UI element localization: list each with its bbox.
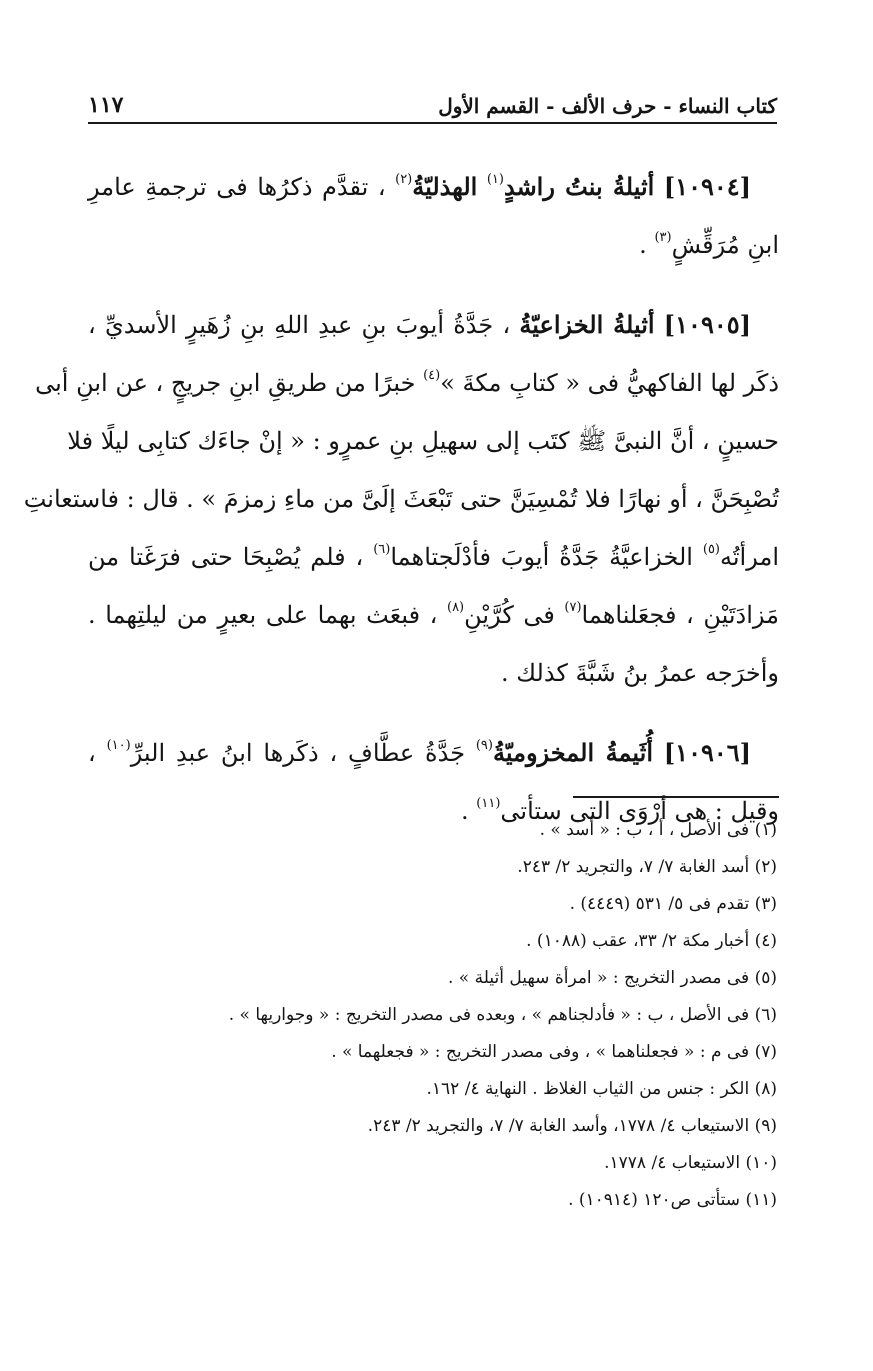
entry-text: وأخرَجه عمرُ بنُ شَبَّةَ كذلك .: [501, 659, 779, 687]
entry-text: ،: [88, 739, 96, 767]
main-text: [23, 158, 779, 862]
entry-text: حسينٍ ، أنَّ النبىَّ ﷺ كتَب إلى سهيلِ بنِ عمرٍو : « إنْ جاءَك كتابِى ليلًا فلا: [67, 427, 779, 455]
footnote-ref: (٩): [475, 738, 493, 753]
footnote: (٢) أسد الغابة ٧/ ٧، والتجريد ٢/ ٢٤٣.: [517, 857, 777, 877]
entry-name: أثيلةُ بنتُ راشدٍ: [503, 172, 655, 201]
running-title: كتاب النساء - حرف الألف - القسم الأول: [438, 94, 777, 118]
entry-line: [23, 470, 779, 528]
footnote: (٦) فى الأصل ، ب : « فأدلجناهم » ، وبعده فى مصدر التخريج : « وجواريها » .: [228, 1005, 777, 1025]
entry-nisba: الهذليّةُ: [412, 172, 478, 201]
footnote: (٤) أخبار مكة ٢/ ٣٣، عقب (١٠٨٨) .: [526, 931, 777, 951]
footnote-ref: (١١): [476, 796, 501, 811]
entry-text: مَزادَتَيْنِ ، فجعَلناهما: [581, 601, 779, 629]
entry-line: [88, 216, 779, 274]
footnote: (١٠) الاستيعاب ٤/ ١٧٧٨.: [604, 1153, 777, 1173]
page-number: ١١٧: [88, 92, 124, 118]
entry-text: وقيل : هى أرْوَى التى ستأتى: [500, 797, 779, 825]
entry-number: [١٠٩٠٦]: [663, 738, 751, 767]
entry-10904: [88, 158, 779, 274]
footnote: (٩) الاستيعاب ٤/ ١٧٧٨، وأسد الغابة ٧/ ٧، والتجريد ٢/ ٢٤٣.: [367, 1116, 777, 1136]
entry-number: [١٠٩٠٤]: [663, 172, 751, 201]
footnote: (١١) ستأتى ص١٢٠ (١٠٩١٤) .: [568, 1190, 777, 1210]
entry-name: أُثَيمةُ المخزوميّةُ: [492, 738, 653, 767]
entry-text: ذكَر لها الفاكهيُّ فى « كتابِ مكةَ »: [440, 369, 779, 397]
entry-line: [88, 586, 779, 644]
entry-line: [88, 724, 779, 782]
footnote: (٧) فى م : « فجعلناهما » ، وفى مصدر التخريج : « فجعلهما » .: [331, 1042, 777, 1062]
footnote-ref: (٣): [654, 230, 672, 245]
entry-line: [88, 296, 779, 354]
footnote: (٨) الكر : جنس من الثياب الغلاظ . النهاية ٤/ ١٦٢.: [426, 1079, 777, 1099]
entry-line: [88, 158, 779, 216]
entry-text: ، جَدَّةُ أيوبَ بنِ عبدِ اللهِ بنِ زُهَيرٍ الأسديِّ ،: [88, 311, 511, 339]
entry-text: ابنِ مُرَقِّشٍ: [671, 231, 779, 259]
footnote-ref: (٥): [702, 542, 720, 557]
entry-line: [67, 412, 779, 470]
footnote-ref: (١٠): [106, 738, 131, 753]
entry-text: تُصْبِحَنَّ ، أو نهارًا فلا تُمْسِيَنَّ حتى تَبْعَثَ إلَىَّ من ماءِ زمزمَ » . قال : فاستعانتِ: [23, 485, 779, 513]
footnote-ref: (٤): [423, 368, 441, 383]
entry-text: ، فبعَث بهما على بعيرٍ من ليلتِهما .: [88, 601, 438, 629]
entry-text: خبرًا من طريقِ ابنِ جريجٍ ، عن ابنِ أبى: [35, 369, 416, 397]
entry-text: .: [461, 797, 469, 825]
footnote-ref: (٦): [373, 542, 391, 557]
entry-text: .: [639, 231, 647, 259]
entry-text: ، تقدَّم ذكرُها فى ترجمةِ عامرِ: [88, 173, 386, 201]
entry-text: فى كُرَّيْنِ: [464, 601, 555, 629]
entry-text: الخزاعيَّةُ جَدَّةُ أيوبَ فأدْلَجتاهما: [390, 543, 693, 571]
entry-line: [35, 354, 779, 412]
entry-text: ، فلم يُصْبِحَا حتى فرَغَتا من: [88, 543, 364, 571]
footnote-ref: (٨): [446, 600, 465, 615]
footnotes: [88, 812, 777, 1219]
footnote-ref: (٧): [564, 600, 582, 615]
entry-line: [88, 528, 779, 586]
entry-10905: [23, 296, 779, 702]
entry-line: [88, 644, 779, 702]
page-header: [88, 86, 777, 124]
footnote: (٥) فى مصدر التخريج : « امرأة سهيل أثيلة » .: [447, 968, 777, 988]
footnote-ref: (٢): [395, 172, 413, 187]
footnote: (٣) تقدم فى ٥/ ٥٣١ (٤٤٤٩) .: [569, 894, 777, 914]
footnote: (١) فى الأصل ، أ ، ب : « أسد » .: [539, 820, 777, 840]
entry-name: أثيلةُ الخزاعيّةُ: [519, 310, 655, 339]
footnote-separator: [573, 796, 779, 798]
entry-text: امرأتُه: [720, 543, 779, 571]
footnote-ref: (١): [486, 172, 504, 187]
entry-number: [١٠٩٠٥]: [663, 310, 751, 339]
entry-text: جَدَّةُ عطَّافٍ ، ذكَرها ابنُ عبدِ البرِّ: [130, 739, 466, 767]
